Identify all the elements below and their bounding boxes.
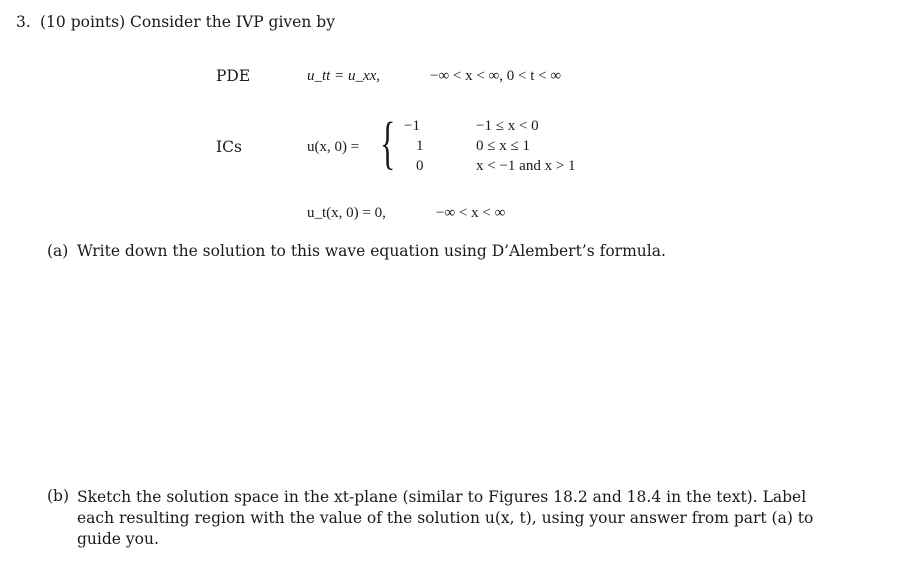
ut-domain: −∞ < x < ∞	[436, 205, 506, 221]
case-condition-2: 0 ≤ x ≤ 1	[476, 138, 530, 154]
ics-lhs: u(x, 0) =	[307, 139, 360, 155]
part-a-text: Write down the solution to this wave equation using D’Alembert’s formula.	[77, 242, 666, 260]
problem-number: 3.	[16, 13, 31, 31]
part-a-label: (a)	[47, 242, 69, 260]
pde-label: PDE	[216, 67, 251, 85]
case-value-3: 0	[416, 158, 424, 174]
pde-equation: u_tt = u_xx,	[307, 68, 381, 84]
part-b-label: (b)	[47, 487, 70, 505]
case-condition-1: −1 ≤ x < 0	[476, 118, 539, 134]
ut-condition: u_t(x, 0) = 0,	[307, 205, 386, 221]
case-condition-3: x < −1 and x > 1	[476, 158, 576, 174]
ics-label: ICs	[216, 138, 242, 156]
case-value-1: −1	[404, 118, 420, 134]
case-value-2: 1	[416, 138, 424, 154]
problem-header: (10 points) Consider the IVP given by	[40, 13, 335, 31]
part-b-text: Sketch the solution space in the xt-plane (similar to Figures 18.2 and 18.4 in the text). Label each resulting region with the value of the solution u(x, t), using your answer from part (a) to guide you.	[77, 488, 814, 548]
left-brace: {	[380, 110, 396, 175]
pde-domain: −∞ < x < ∞, 0 < t < ∞	[430, 68, 562, 84]
